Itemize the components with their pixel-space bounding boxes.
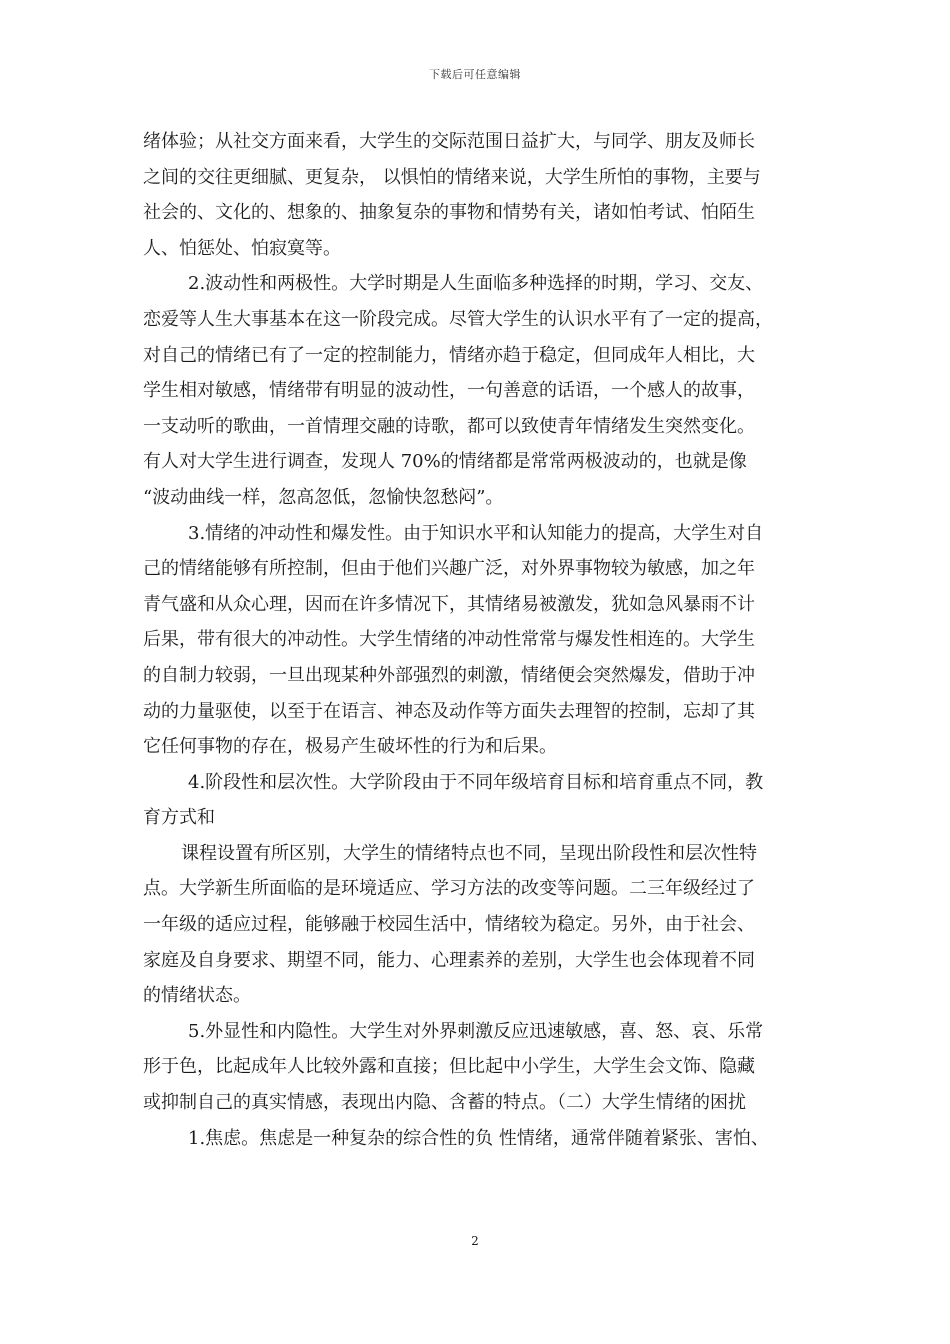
paragraph-heading-anxiety: 1.焦虑。焦虑是一种复杂的综合性的负 性情绪，通常伴随着紧张、害怕、 [188, 1127, 769, 1149]
page-number: 2 [471, 1234, 479, 1248]
text-line: 形于色，比起成年人比较外露和直接；但比起中小学生，大学生会文饰、隐藏 [143, 1056, 755, 1078]
paragraph-heading-4: 4.阶段性和层次性。大学阶段由于不同年级培育目标和培育重点不同，教 [188, 771, 764, 793]
text-line: 它任何事物的存在，极易产生破坏性的行为和后果。 [143, 736, 557, 758]
text-line: 社会的、文化的、想象的、抽象复杂的事物和情势有关，诸如怕考试、怕陌生 [143, 202, 755, 224]
text-line: 动的力量驱使，以至于在语言、神态及动作等方面失去理智的控制，忘却了其 [143, 700, 755, 722]
text-line: “波动曲线一样，忽高忽低，忽愉快忽愁闷”。 [143, 486, 504, 508]
text-line: 学生相对敏感，情绪带有明显的波动性，一句善意的话语，一个感人的故事， [143, 380, 755, 402]
text-line: 育方式和 [143, 807, 215, 829]
paragraph-heading-5: 5.外显性和内隐性。大学生对外界刺激反应迅速敏感，喜、怒、哀、乐常 [188, 1020, 764, 1042]
text-line: 后果，带有很大的冲动性。大学生情绪的冲动性常常与爆发性相连的。大学生 [143, 629, 755, 651]
text-line: 人、怕惩处、怕寂寞等。 [143, 237, 341, 259]
text-line: 青气盛和从众心理，因而在许多情况下，其情绪易被激发，犹如急风暴雨不计 [143, 593, 755, 615]
document-body [143, 124, 808, 1156]
page-header: 下载后可任意编辑 [429, 68, 521, 81]
text-line: 有人对大学生进行调查，发现人 70%的情绪都是常常两极波动的，也就是像 [143, 451, 747, 473]
text-line: 对自己的情绪已有了一定的控制能力，情绪亦趋于稳定，但同成年人相比，大 [143, 344, 755, 366]
text-line: 之间的交往更细腻、更复杂， 以惧怕的情绪来说，大学生所怕的事物，主要与 [143, 166, 761, 188]
text-line: 或抑制自己的真实情感，表现出内隐、含蓄的特点。（二）大学生情绪的困扰 [143, 1092, 746, 1114]
text-line: 的自制力较弱，一旦出现某种外部强烈的刺激，情绪便会突然爆发，借助于冲 [143, 664, 755, 686]
paragraph-heading-2: 2.波动性和两极性。大学时期是人生面临多种选择的时期，学习、交友、 [188, 273, 764, 295]
text-line: 一支动听的歌曲，一首情理交融的诗歌，都可以致使青年情绪发生突然变化。 [143, 415, 755, 437]
text-line: 课程设置有所区别，大学生的情绪特点也不同，呈现出阶段性和层次性特 [181, 842, 757, 864]
text-line: 一年级的适应过程，能够融于校园生活中，情绪较为稳定。另外，由于社会、 [143, 914, 755, 936]
text-line: 点。大学新生所面临的是环境适应、学习方法的改变等问题。二三年级经过了 [143, 878, 755, 900]
text-line: 家庭及自身要求、期望不同，能力、心理素养的差别，大学生也会体现着不同 [143, 949, 755, 971]
text-line: 的情绪状态。 [143, 985, 251, 1007]
paragraph-heading-3: 3.情绪的冲动性和爆发性。由于知识水平和认知能力的提高，大学生对自 [188, 522, 764, 544]
text-line: 恋爱等人生大事基本在这一阶段完成。尽管大学生的认识水平有了一定的提高， [143, 308, 773, 330]
text-line: 己的情绪能够有所控制，但由于他们兴趣广泛，对外界事物较为敏感，加之年 [143, 558, 755, 580]
text-line: 绪体验；从社交方面来看，大学生的交际范围日益扩大，与同学、朋友及师长 [143, 131, 755, 152]
